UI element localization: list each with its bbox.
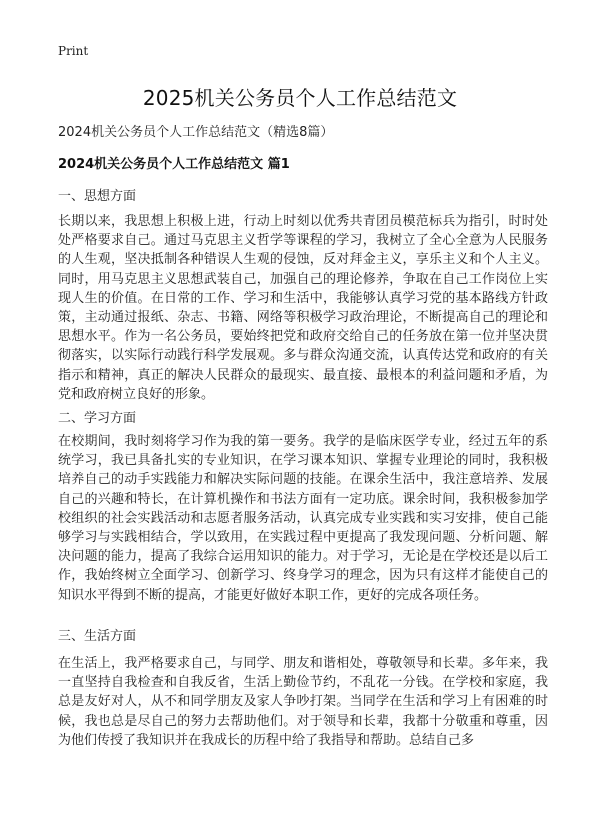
section-heading-life: 三、生活方面 xyxy=(58,629,137,644)
document-subtitle: 2024机关公务员个人工作总结范文（精选8篇） xyxy=(58,125,334,140)
section-body-life: 在生活上，我严格要求自己，与同学、朋友和谐相处，尊敬领导和长辈。多年来，我一直坚持自我检查和自我反省，生活上勤俭节约，不乱花一分钱。在学校和家庭，我总是友好对人，从不和同学朋友及家人争吵打架。当同学在生活和学习上有困难的时候，我也总是尽自己的努力去帮助他们。对于领导和长辈，我都十分敬重和尊重，因为他们传授了我知识并在我成长的历程中给了我指导和帮助。总结自己多 xyxy=(58,656,548,748)
article-heading: 2024机关公务员个人工作总结范文 篇1 xyxy=(58,157,290,172)
document-title: 2025机关公务员个人工作总结范文 xyxy=(142,86,458,110)
section-body-thought: 长期以来，我思想上积极上进，行动上时刻以优秀共青团员模范标兵为指引，时时处处严格要求自己。通过马克思主义哲学等课程的学习，我树立了全心全意为人民服务的人生观，坚决抵制各种错误人生观的侵蚀，反对拜金主义，享乐主义和个人主义。同时，用马克思主义思想武装自己，加强自己的理论修养，争取在自己工作岗位上实现人生的价值。在日常的工作、学习和生活中，我能够认真学习党的基本路线方针政策，主动通过报纸、杂志、书籍、网络等积极学习政治理论，不断提高自己的理论和思想水平。作为一名公务员，要始终把党和政府交给自己的任务放在第一位并坚决贯彻落实，以实际行动践行科学发展观。多与群众沟通交流，认真传达党和政府的有关指示和精神，真正的解决人民群众的最现实、最直接、最根本的利益问题和矛盾，为党和政府树立良好的形象。 xyxy=(58,214,548,402)
section-body-study: 在校期间，我时刻将学习作为我的第一要务。我学的是临床医学专业，经过五年的系统学习，我已具备扎实的专业知识，在学习课本知识、掌握专业理论的同时，我积极培养自己的动手实践能力和解决实际问题的技能。在课余生活中，我注意培养、发展自己的兴趣和特长，在计算机操作和书法方面有一定功底。课余时间，我积极参加学校组织的社会实践活动和志愿者服务活动，认真完成专业实践和实习安排，使自己能够学习与实践相结合，学以致用，在实践过程中更提高了我发现问题、分析问题、解决问题的能力，提高了我综合运用知识的能力。对于学习，无论是在学校还是以后工作，我始终树立全面学习、创新学习、终身学习的理念，因为只有这样才能使自己的知识水平得到不断的提高，才能更好做好本职工作，更好的完成各项任务。 xyxy=(58,434,548,603)
print-link[interactable]: Print xyxy=(58,44,89,58)
section-heading-study: 二、学习方面 xyxy=(58,411,137,426)
section-heading-thought: 一、思想方面 xyxy=(58,189,137,204)
